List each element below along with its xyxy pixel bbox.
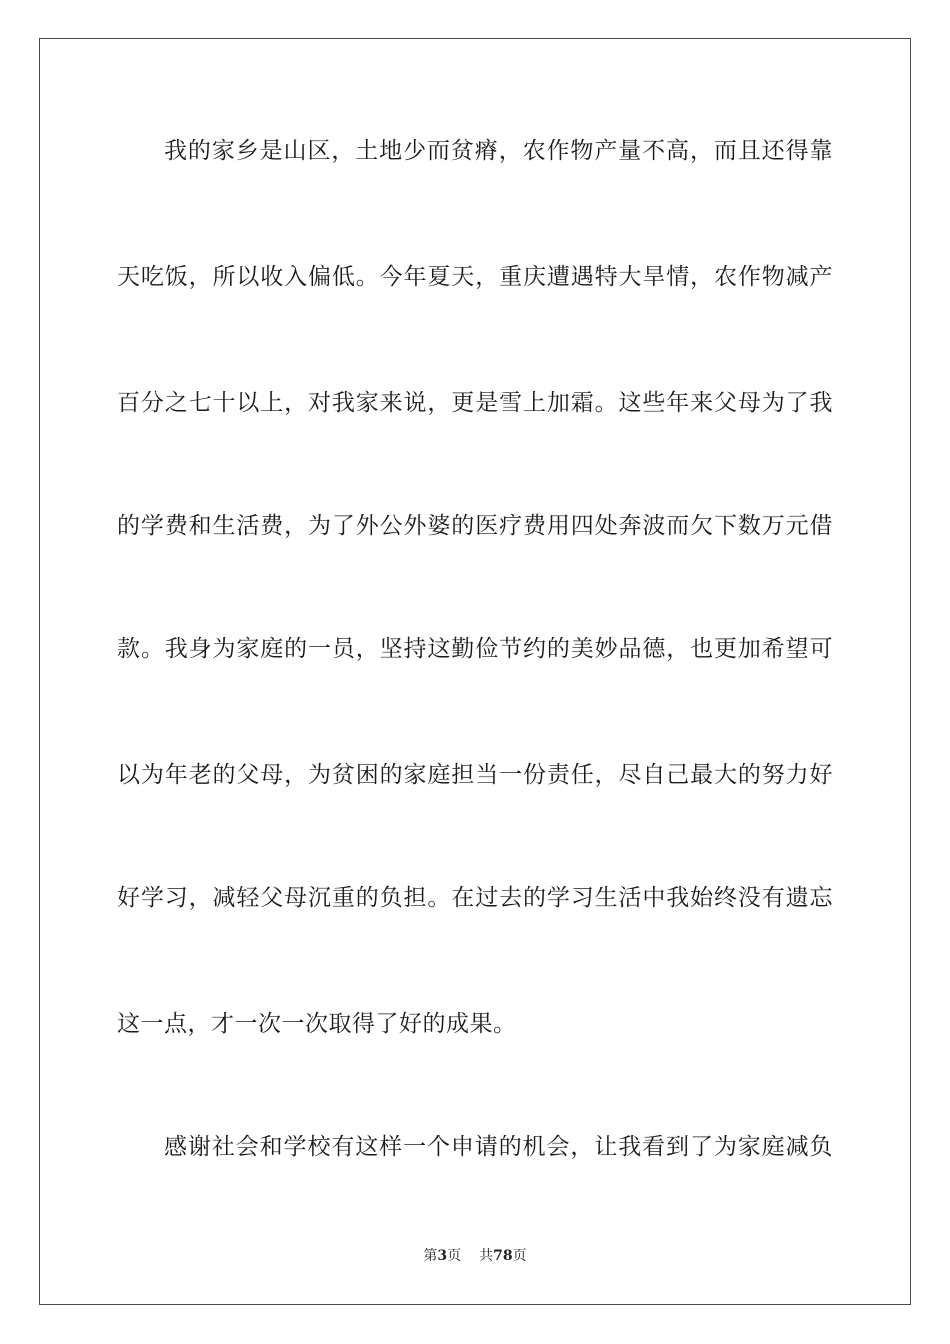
paragraph-line-9: 感谢社会和学校有这样一个申请的机会，让我看到了为家庭减负 [164, 1134, 833, 1160]
paragraph-line-5: 款。我身为家庭的一员，坚持这勤俭节约的美妙品德，也更加希望可 [117, 636, 833, 662]
page-number: 3 [437, 1248, 448, 1264]
paragraph-line-2: 天吃饭，所以收入偏低。今年夏天，重庆遭遇特大旱情，农作物减产 [117, 264, 833, 290]
total-pages: 78 [493, 1248, 513, 1264]
paragraph-line-3: 百分之七十以上，对我家来说，更是雪上加霜。这些年来父母为了我 [117, 390, 833, 416]
total-suffix: 页 [512, 1248, 527, 1264]
paragraph-line-7: 好学习，减轻父母沉重的负担。在过去的学习生活中我始终没有遗忘 [117, 885, 833, 911]
paragraph-line-8: 这一点，才一次一次取得了好的成果。 [117, 1011, 517, 1037]
paragraph-line-6: 以为年老的父母，为贫困的家庭担当一份责任，尽自己最大的努力好 [117, 762, 833, 788]
page-border [39, 38, 911, 1305]
page-suffix: 页 [447, 1248, 462, 1264]
page-footer [0, 1246, 950, 1266]
paragraph-line-1: 我的家乡是山区，土地少而贫瘠，农作物产量不高，而且还得靠 [164, 138, 833, 164]
total-prefix: 共 [479, 1248, 494, 1264]
paragraph-line-4: 的学费和生活费，为了外公外婆的医疗费用四处奔波而欠下数万元借 [117, 513, 833, 539]
page-prefix: 第 [423, 1248, 438, 1264]
